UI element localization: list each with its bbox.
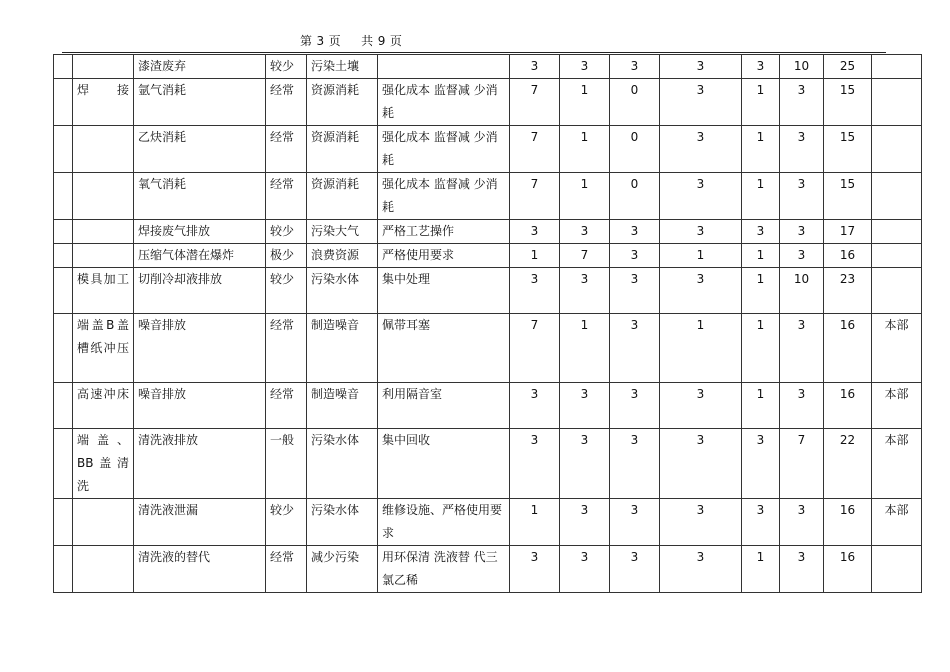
aspect-cell: 噪音排放 bbox=[134, 383, 266, 429]
score-cell: 3 bbox=[610, 314, 660, 383]
table-row bbox=[54, 314, 922, 383]
score-cell: 0 bbox=[610, 126, 660, 173]
score-cell: 1 bbox=[742, 173, 780, 220]
score-cell: 3 bbox=[660, 268, 742, 314]
table-row bbox=[54, 79, 922, 126]
score-cell: 7 bbox=[510, 79, 560, 126]
score-cell: 3 bbox=[660, 79, 742, 126]
control-measure-cell: 强化成本 监督减 少消耗 bbox=[378, 79, 510, 126]
frequency-cell: 经常 bbox=[266, 383, 307, 429]
control-measure-cell: 强化成本 监督减 少消耗 bbox=[378, 126, 510, 173]
control-measure-cell: 严格使用要求 bbox=[378, 244, 510, 268]
score-cell: 7 bbox=[510, 126, 560, 173]
frequency-cell: 经常 bbox=[266, 546, 307, 593]
score-cell: 1 bbox=[742, 244, 780, 268]
blank-cell bbox=[54, 173, 73, 220]
blank-cell bbox=[54, 429, 73, 499]
blank-cell bbox=[54, 546, 73, 593]
score-cell: 3 bbox=[660, 546, 742, 593]
score-cell: 3 bbox=[560, 383, 610, 429]
score-cell: 10 bbox=[780, 55, 824, 79]
score-cell: 3 bbox=[660, 55, 742, 79]
score-cell: 1 bbox=[742, 383, 780, 429]
score-cell: 3 bbox=[660, 429, 742, 499]
score-cell: 15 bbox=[824, 173, 872, 220]
frequency-cell: 经常 bbox=[266, 314, 307, 383]
score-cell: 3 bbox=[610, 55, 660, 79]
score-cell: 17 bbox=[824, 220, 872, 244]
aspect-cell: 压缩气体潜在爆炸 bbox=[134, 244, 266, 268]
score-cell: 23 bbox=[824, 268, 872, 314]
score-cell: 16 bbox=[824, 383, 872, 429]
score-cell: 1 bbox=[560, 126, 610, 173]
score-cell: 1 bbox=[742, 126, 780, 173]
page-label: 页 bbox=[328, 34, 342, 48]
frequency-cell: 经常 bbox=[266, 79, 307, 126]
blank-cell bbox=[54, 314, 73, 383]
table-row bbox=[54, 55, 922, 79]
control-measure-cell: 强化成本 监督减 少消耗 bbox=[378, 173, 510, 220]
page-number-header bbox=[300, 32, 406, 49]
total-prefix: 共 bbox=[361, 34, 374, 48]
score-cell: 3 bbox=[560, 55, 610, 79]
score-cell: 3 bbox=[560, 268, 610, 314]
table-row bbox=[54, 244, 922, 268]
blank-cell bbox=[54, 126, 73, 173]
blank-cell bbox=[54, 220, 73, 244]
process-area-cell bbox=[73, 126, 134, 173]
score-cell: 3 bbox=[610, 220, 660, 244]
score-cell: 15 bbox=[824, 79, 872, 126]
impact-cell: 减少污染 bbox=[307, 546, 378, 593]
score-cell: 3 bbox=[510, 429, 560, 499]
score-cell: 3 bbox=[610, 268, 660, 314]
responsibility-cell bbox=[872, 79, 922, 126]
process-area-cell bbox=[73, 55, 134, 79]
responsibility-cell bbox=[872, 220, 922, 244]
table-row bbox=[54, 429, 922, 499]
impact-cell: 污染大气 bbox=[307, 220, 378, 244]
responsibility-cell bbox=[872, 244, 922, 268]
frequency-cell: 较少 bbox=[266, 220, 307, 244]
impact-cell: 污染水体 bbox=[307, 429, 378, 499]
score-cell: 3 bbox=[780, 220, 824, 244]
impact-cell: 污染水体 bbox=[307, 499, 378, 546]
score-cell: 3 bbox=[660, 220, 742, 244]
score-cell: 3 bbox=[560, 499, 610, 546]
blank-cell bbox=[54, 268, 73, 314]
impact-cell: 污染水体 bbox=[307, 268, 378, 314]
score-cell: 3 bbox=[780, 546, 824, 593]
control-measure-cell: 维修设施、严格使用要求 bbox=[378, 499, 510, 546]
score-cell: 1 bbox=[660, 314, 742, 383]
table-row bbox=[54, 383, 922, 429]
score-cell: 1 bbox=[560, 314, 610, 383]
score-cell: 3 bbox=[610, 499, 660, 546]
score-cell: 16 bbox=[824, 546, 872, 593]
score-cell: 3 bbox=[660, 383, 742, 429]
control-measure-cell: 利用隔音室 bbox=[378, 383, 510, 429]
score-cell: 3 bbox=[780, 79, 824, 126]
table-row bbox=[54, 220, 922, 244]
impact-cell: 浪费资源 bbox=[307, 244, 378, 268]
frequency-cell: 较少 bbox=[266, 268, 307, 314]
score-cell: 3 bbox=[780, 173, 824, 220]
score-cell: 7 bbox=[560, 244, 610, 268]
score-cell: 7 bbox=[780, 429, 824, 499]
score-cell: 3 bbox=[780, 126, 824, 173]
responsibility-cell bbox=[872, 268, 922, 314]
process-area-cell bbox=[73, 173, 134, 220]
score-cell: 1 bbox=[742, 546, 780, 593]
aspect-cell: 漆渣废弃 bbox=[134, 55, 266, 79]
impact-cell: 资源消耗 bbox=[307, 173, 378, 220]
blank-cell bbox=[54, 79, 73, 126]
blank-cell bbox=[54, 244, 73, 268]
responsibility-cell: 本部 bbox=[872, 499, 922, 546]
score-cell: 16 bbox=[824, 244, 872, 268]
score-cell: 3 bbox=[660, 126, 742, 173]
score-cell: 1 bbox=[510, 499, 560, 546]
aspect-cell: 氩气消耗 bbox=[134, 79, 266, 126]
control-measure-cell: 严格工艺操作 bbox=[378, 220, 510, 244]
impact-cell: 资源消耗 bbox=[307, 126, 378, 173]
score-cell: 3 bbox=[560, 220, 610, 244]
score-cell: 3 bbox=[610, 429, 660, 499]
process-area-cell bbox=[73, 499, 134, 546]
score-cell: 3 bbox=[742, 55, 780, 79]
score-cell: 3 bbox=[742, 220, 780, 244]
frequency-cell: 经常 bbox=[266, 126, 307, 173]
responsibility-cell: 本部 bbox=[872, 383, 922, 429]
score-cell: 22 bbox=[824, 429, 872, 499]
aspect-cell: 清洗液泄漏 bbox=[134, 499, 266, 546]
frequency-cell: 较少 bbox=[266, 55, 307, 79]
aspect-cell: 乙炔消耗 bbox=[134, 126, 266, 173]
control-measure-cell: 集中处理 bbox=[378, 268, 510, 314]
score-cell: 3 bbox=[742, 429, 780, 499]
score-cell: 0 bbox=[610, 173, 660, 220]
score-cell: 1 bbox=[510, 244, 560, 268]
score-cell: 0 bbox=[610, 79, 660, 126]
impact-cell: 资源消耗 bbox=[307, 79, 378, 126]
process-area-cell: 端盖B盖槽纸冲压 bbox=[73, 314, 134, 383]
score-cell: 16 bbox=[824, 499, 872, 546]
score-cell: 3 bbox=[660, 499, 742, 546]
score-cell: 3 bbox=[510, 55, 560, 79]
environmental-aspect-table bbox=[53, 54, 922, 593]
table-row bbox=[54, 126, 922, 173]
header-rule bbox=[62, 52, 886, 53]
process-area-cell: 端盖、BB盖清洗 bbox=[73, 429, 134, 499]
page-number: 3 bbox=[316, 34, 325, 48]
score-cell: 1 bbox=[742, 268, 780, 314]
responsibility-cell: 本部 bbox=[872, 314, 922, 383]
process-area-cell: 模具加工 bbox=[73, 268, 134, 314]
table-row bbox=[54, 499, 922, 546]
process-area-cell bbox=[73, 220, 134, 244]
frequency-cell: 较少 bbox=[266, 499, 307, 546]
score-cell: 25 bbox=[824, 55, 872, 79]
score-cell: 1 bbox=[742, 79, 780, 126]
impact-cell: 污染土壤 bbox=[307, 55, 378, 79]
table-row bbox=[54, 268, 922, 314]
table-row bbox=[54, 173, 922, 220]
responsibility-cell: 本部 bbox=[872, 429, 922, 499]
process-area-cell bbox=[73, 244, 134, 268]
score-cell: 3 bbox=[780, 499, 824, 546]
score-cell: 3 bbox=[610, 546, 660, 593]
frequency-cell: 一般 bbox=[266, 429, 307, 499]
blank-cell bbox=[54, 55, 73, 79]
score-cell: 3 bbox=[780, 314, 824, 383]
process-area-cell: 焊接 bbox=[73, 79, 134, 126]
page-prefix: 第 bbox=[300, 34, 313, 48]
score-cell: 3 bbox=[510, 546, 560, 593]
score-cell: 16 bbox=[824, 314, 872, 383]
score-cell: 10 bbox=[780, 268, 824, 314]
total-label: 页 bbox=[389, 34, 403, 48]
aspect-cell: 噪音排放 bbox=[134, 314, 266, 383]
aspect-cell: 焊接废气排放 bbox=[134, 220, 266, 244]
score-cell: 3 bbox=[610, 383, 660, 429]
control-measure-cell: 佩带耳塞 bbox=[378, 314, 510, 383]
blank-cell bbox=[54, 499, 73, 546]
frequency-cell: 经常 bbox=[266, 173, 307, 220]
score-cell: 1 bbox=[742, 314, 780, 383]
score-cell: 3 bbox=[780, 383, 824, 429]
score-cell: 3 bbox=[610, 244, 660, 268]
process-area-cell: 高速冲床 bbox=[73, 383, 134, 429]
aspect-cell: 氧气消耗 bbox=[134, 173, 266, 220]
aspect-cell: 清洗液的替代 bbox=[134, 546, 266, 593]
frequency-cell: 极少 bbox=[266, 244, 307, 268]
score-cell: 3 bbox=[560, 546, 610, 593]
score-cell: 1 bbox=[560, 79, 610, 126]
score-cell: 3 bbox=[510, 383, 560, 429]
score-cell: 3 bbox=[560, 429, 610, 499]
score-cell: 3 bbox=[780, 244, 824, 268]
total-pages: 9 bbox=[377, 34, 386, 48]
score-cell: 1 bbox=[560, 173, 610, 220]
control-measure-cell bbox=[378, 55, 510, 79]
aspect-cell: 切削冷却液排放 bbox=[134, 268, 266, 314]
score-cell: 15 bbox=[824, 126, 872, 173]
responsibility-cell bbox=[872, 55, 922, 79]
score-cell: 1 bbox=[660, 244, 742, 268]
responsibility-cell bbox=[872, 546, 922, 593]
score-cell: 3 bbox=[660, 173, 742, 220]
impact-cell: 制造噪音 bbox=[307, 383, 378, 429]
impact-cell: 制造噪音 bbox=[307, 314, 378, 383]
responsibility-cell bbox=[872, 173, 922, 220]
process-area-cell bbox=[73, 546, 134, 593]
score-cell: 3 bbox=[742, 499, 780, 546]
blank-cell bbox=[54, 383, 73, 429]
responsibility-cell bbox=[872, 126, 922, 173]
table-row bbox=[54, 546, 922, 593]
control-measure-cell: 用环保清 洗液替 代三氯乙稀 bbox=[378, 546, 510, 593]
aspect-cell: 清洗液排放 bbox=[134, 429, 266, 499]
score-cell: 3 bbox=[510, 220, 560, 244]
score-cell: 7 bbox=[510, 173, 560, 220]
control-measure-cell: 集中回收 bbox=[378, 429, 510, 499]
score-cell: 7 bbox=[510, 314, 560, 383]
score-cell: 3 bbox=[510, 268, 560, 314]
